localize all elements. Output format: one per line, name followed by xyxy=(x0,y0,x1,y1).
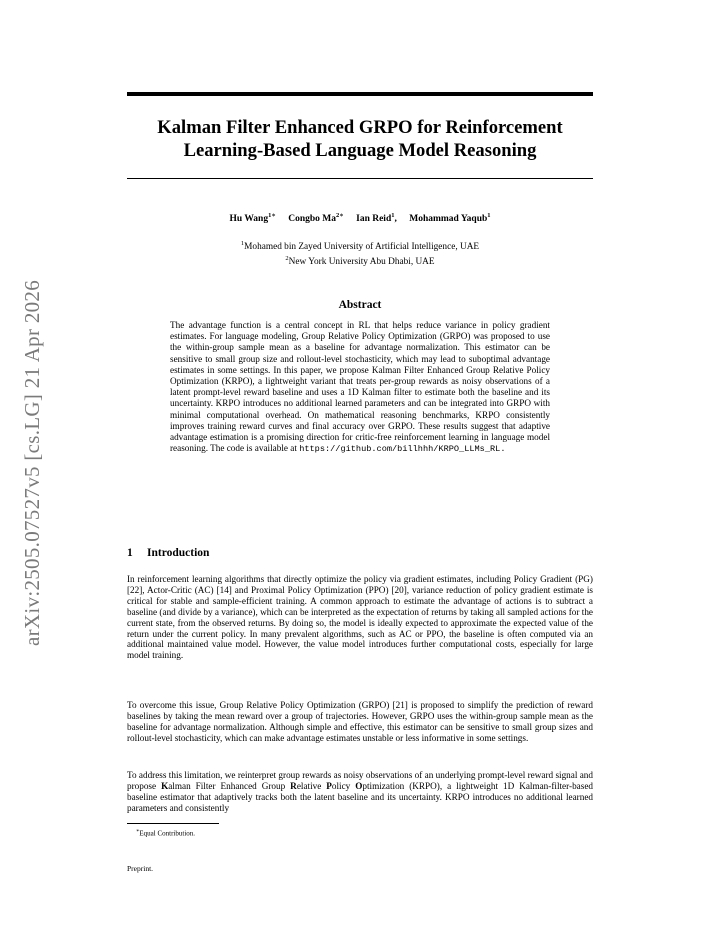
paragraph: In reinforcement learning algorithms that directly optimize the policy via gradient estimates, including Policy Gradient (PG) [22], Actor-Critic (AC) [14] and Proximal Policy Optimization (PPO) [20], variance reduction of policy gradient estimate is critical for stable and sample-efficient training. A common approach to estimate the advantage of actions is to subtract a baseline (and divide by a variance), which can be interpreted as the expectation of returns by taking all sampled actions for the current state, from the observed returns. By doing so, the model is ideally expected to approximate the expected value of the return under the current policy. In many prevalent algorithms, such as AC or PPO, the baseline is often computed via an additional maintained value model. However, the value model introduces further computational costs, especially for large model training. xyxy=(127,574,593,661)
section-number: 1 xyxy=(127,547,133,559)
paragraph: To overcome this issue, Group Relative Policy Optimization (GRPO) [21] is proposed to simplify the prediction of reward baselines by taking the mean reward over a group of trajectories. However, GRPO uses the within-group sample mean as the baseline for advantage normalization. Although simple and effective, this estimator can be sensitive to small group sizes and rollout-level stochasticity, which can make advantage estimates unstable or less informative in some settings. xyxy=(127,700,593,743)
section-heading xyxy=(127,547,209,559)
affiliation-sup: 1 xyxy=(240,240,245,247)
author-name: Ian Reid xyxy=(356,214,392,225)
affiliation-line xyxy=(127,238,593,253)
author-sup: 2∗ xyxy=(336,212,344,219)
paragraph-text: olicy xyxy=(331,780,356,791)
footnote-text: Equal Contribution. xyxy=(139,829,196,838)
footnote-rule xyxy=(127,823,219,824)
acronym-letter: P xyxy=(326,780,332,791)
affiliation-text: New York University Abu Dhabi, UAE xyxy=(288,257,435,268)
affiliations xyxy=(127,238,593,268)
affiliation-text: Mohamed bin Zayed University of Artificial Intelligence, UAE xyxy=(244,242,480,253)
abstract-body xyxy=(170,320,550,455)
paragraph xyxy=(127,770,593,814)
arxiv-identifier: arXiv:2505.07527v5 [cs.LG] 21 Apr 2026 xyxy=(20,279,44,646)
paper-title: Kalman Filter Enhanced GRPO for Reinforcement Learning-Based Language Model Reasoning xyxy=(157,117,563,161)
footnote xyxy=(136,828,195,837)
footnote-sup: ∗ xyxy=(136,829,140,834)
abstract-text: The advantage function is a central concept in RL that helps reduce variance in policy gradient estimates. For language modeling, Group Relative Policy Optimization (GRPO) was proposed to use the within-group sample mean as a baseline for advantage normalization. This estimator can be sensitive to small group size and rollout-level stochasticity, which may lead to suboptimal advantage estimates in some settings. In this paper, we propose Kalman Filter Enhanced Group Relative Policy Optimization (KRPO), a lightweight variant that treats per-group rewards as noisy observations of a latent prompt-level reward baseline and uses a 1D Kalman filter to estimate both the baseline and its uncertainty. KRPO introduces no additional learned parameters and can be integrated into GRPO with minimal computational overhead. On mathematical reasoning benchmarks, KRPO consistently improves training reward curves and final accuracy over GRPO. These results suggest that adaptive advantage estimation is a promising direction for critic-free reinforcement learning in language model reasoning. The code is available at xyxy=(170,320,550,454)
author-list: Hu Wang$^{1∗}$ Congbo $Ma^{2∗}$ Ian Reid$^1$, Mohammad Yaqub$^1$ xyxy=(229,212,491,225)
affiliation-line xyxy=(127,253,593,268)
title-top-rule xyxy=(127,92,593,96)
author-sup: 1 xyxy=(487,212,491,219)
code-link[interactable]: https://github.com/billhhh/KRPO_LLMs_RL. xyxy=(299,444,506,455)
acronym-letter: R xyxy=(290,780,297,791)
abstract-heading: Abstract xyxy=(338,299,382,311)
paragraph-text: To address this limitation, we reinterpret group rewards as noisy observations of an underlying prompt-level reward signal and propose xyxy=(127,770,593,791)
paragraph-text: elative xyxy=(296,780,327,791)
acronym-letter: O xyxy=(355,780,363,791)
preprint-label: Preprint. xyxy=(127,864,154,873)
author-name: Hu Wang xyxy=(229,214,269,225)
acronym-letter: K xyxy=(161,780,169,791)
section-title: Introduction xyxy=(147,547,210,559)
author-sup: 1 xyxy=(391,212,395,219)
affiliation-sup: 2 xyxy=(285,255,289,263)
title-bottom-rule xyxy=(127,178,593,179)
author-sup: 1∗ xyxy=(268,212,276,219)
author-name: Mohammad Yaqub xyxy=(409,214,488,225)
author-name: Congbo Ma xyxy=(288,214,336,225)
paragraph-text: ptimization (KRPO), a lightweight 1D Kalman-filter-based baseline estimator that adaptively tracks both the latent baseline and its uncertainty. KRPO introduces no additional learned parameters and consistently xyxy=(127,780,593,813)
paragraph-text: alman Filter Enhanced Group xyxy=(168,780,291,791)
